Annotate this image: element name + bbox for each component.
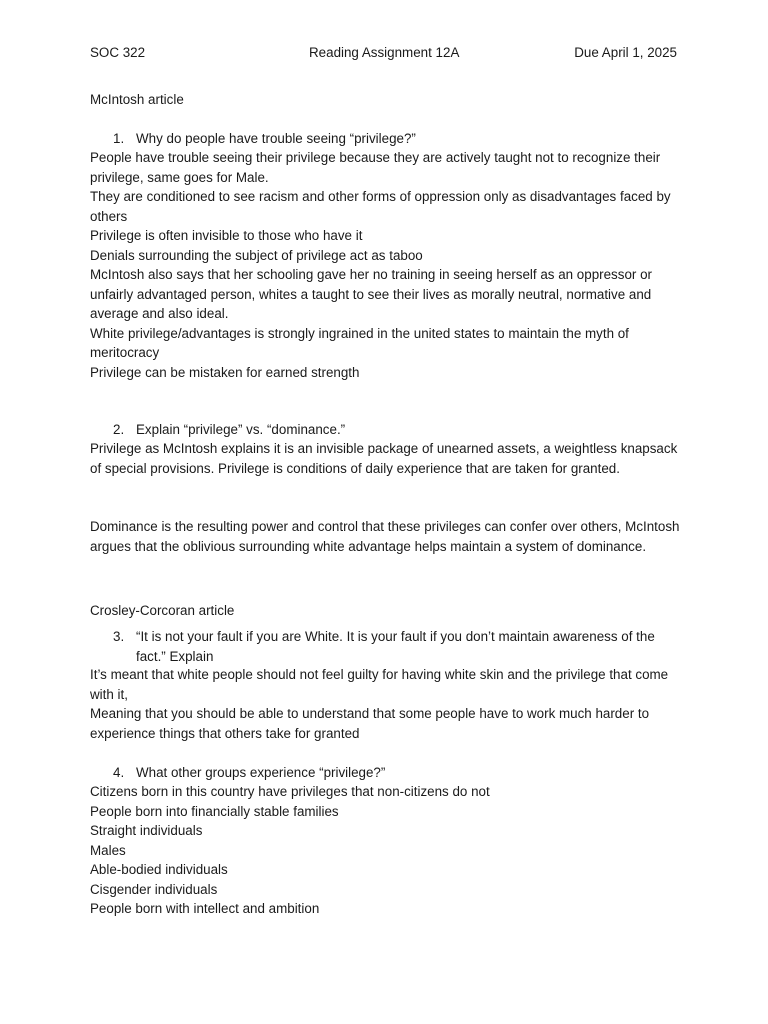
answer-line: People born into financially stable families	[90, 803, 339, 819]
answer-line: Citizens born in this country have privileges that non-citizens do not	[90, 784, 490, 799]
answer-line: It’s meant that white people should not feel guilty for having white skin and the privilege that come with it,	[90, 667, 669, 702]
answer-2-dominance	[90, 517, 680, 556]
answer-line: Able-bodied individuals	[90, 862, 228, 877]
question-number: 4.	[113, 765, 125, 780]
question-4	[113, 763, 678, 783]
section-heading-mcintosh	[90, 90, 680, 110]
answer-line: McIntosh also says that her schooling gave her no training in seeing herself as an oppressor or unfairly advantaged person, whites a taught to see their lives as morally neutral, normative and average and also ideal.	[90, 267, 652, 321]
answer-paragraph: Dominance is the resulting power and control that these privileges can confer over others, McIntosh argues that the oblivious surrounding white advantage helps maintain a system of dominance.	[90, 519, 680, 554]
answer-line: Straight individuals	[90, 823, 203, 838]
question-text: Explain “privilege” vs. “dominance.”	[136, 422, 346, 437]
course-code: SOC 322	[90, 45, 146, 60]
answer-line: White privilege/advantages is strongly ingrained in the united states to maintain the myth of meritocracy	[90, 325, 629, 360]
question-text: What other groups experience “privilege?”	[136, 765, 386, 780]
due-date: Due April 1, 2025	[574, 45, 677, 60]
assignment-title: Reading Assignment 12A	[309, 45, 460, 60]
page-header	[90, 43, 677, 63]
question-number: 3.	[113, 629, 125, 644]
answer-line: Privilege can be mistaken for earned strength	[90, 364, 360, 380]
answer-line: Males	[90, 842, 126, 858]
answer-line: Meaning that you should be able to understand that some people have to work much harder to experience things that others take for granted	[90, 706, 650, 741]
question-number: 1.	[113, 131, 125, 146]
question-text: “It is not your fault if you are White. It is your fault if you don’t maintain awareness of the fact.” Explain	[136, 629, 655, 664]
question-2	[113, 420, 678, 440]
question-1	[113, 129, 678, 149]
answer-1	[90, 148, 680, 382]
answer-line: Privilege is often invisible to those who have it	[90, 228, 363, 243]
answer-line: Cisgender individuals	[90, 881, 218, 897]
answer-line: They are conditioned to see racism and other forms of oppression only as disadvantages faced by others	[90, 189, 671, 224]
answer-3	[90, 665, 680, 743]
section-label: McIntosh article	[90, 92, 184, 107]
answer-2-privilege	[90, 439, 680, 478]
answer-line: Denials surrounding the subject of privilege act as taboo	[90, 247, 423, 263]
answer-line: People have trouble seeing their privilege because they are actively taught not to recognize their privilege, same goes for Male.	[90, 150, 661, 185]
answer-paragraph: Privilege as McIntosh explains it is an invisible package of unearned assets, a weightless knapsack of special provisions. Privilege is conditions of daily experience that are taken for granted.	[90, 441, 678, 476]
answer-line: People born with intellect and ambition	[90, 901, 320, 916]
question-3	[113, 627, 678, 666]
section-label: Crosley-Corcoran article	[90, 603, 235, 618]
answer-4	[90, 782, 680, 919]
section-heading-crosley-corcoran	[90, 601, 680, 621]
question-text: Why do people have trouble seeing “privilege?”	[136, 131, 416, 146]
question-number: 2.	[113, 422, 125, 437]
